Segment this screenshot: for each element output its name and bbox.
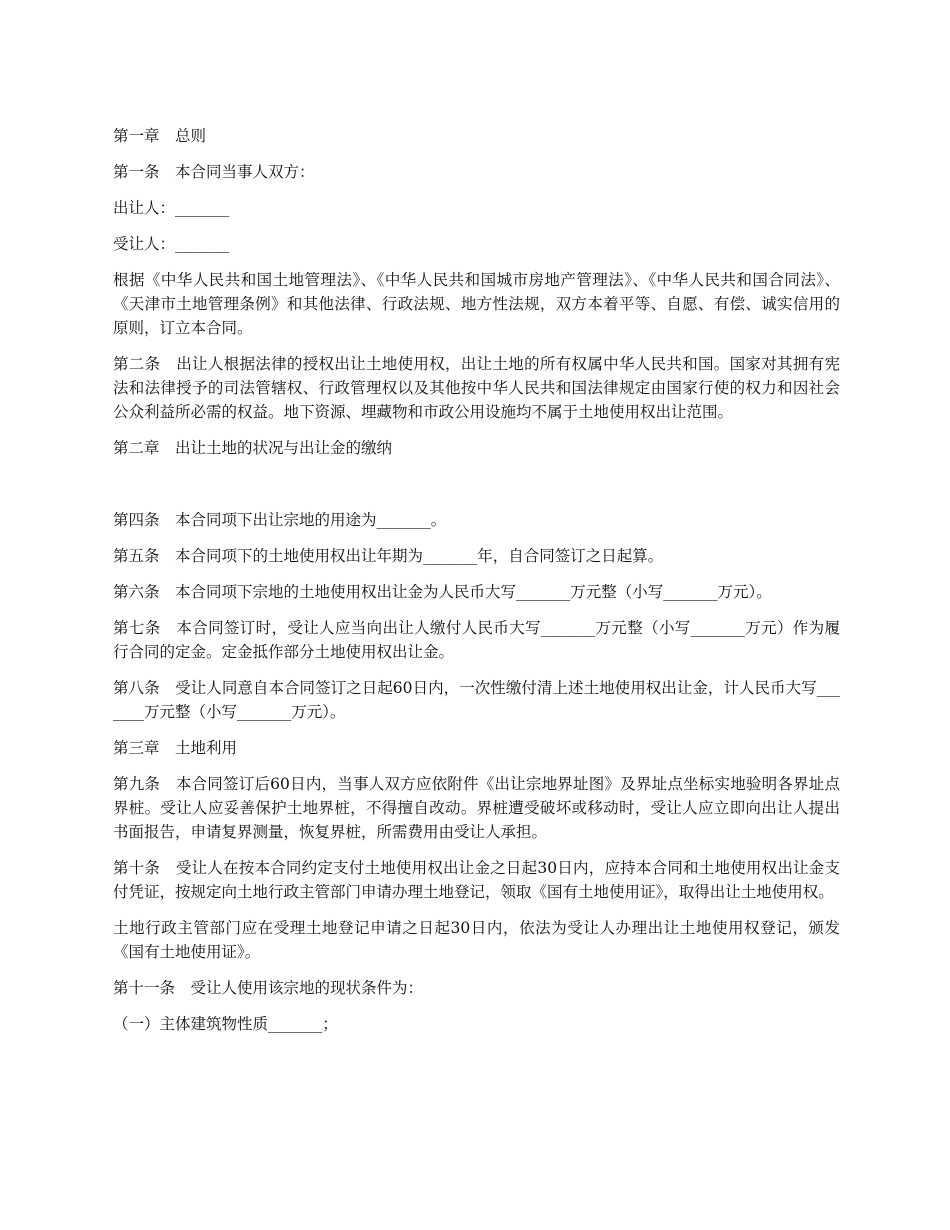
article-paragraph: 第一条 本合同当事人双方： bbox=[113, 163, 315, 181]
article-paragraph: 第四条 本合同项下出让宗地的用途为_______。 bbox=[113, 511, 447, 529]
article-paragraph: 第九条 本合同签订后60日内，当事人双方应依附件《出让宗地界址图》及界址点坐标实地验明各界址点界桩。受让人应妥善保护土地界桩，不得擅自改动。界桩遭受破坏或移动时，受让人应立即向出让人提出书面报告，申请复界测量，恢复界桩，所需费用由受让人承担。 bbox=[113, 775, 840, 841]
chapter-heading: 第三章 土地利用 bbox=[113, 739, 238, 757]
paragraph: 根据《中华人民共和国土地管理法》、《中华人民共和国城市房地产管理法》、《中华人民共和国合同法》、《天津市土地管理条例》和其他法律、行政法规、地方性法规，双方本着平等、自愿、有偿、诚实信用的原则，订立本合同。 bbox=[113, 271, 840, 337]
article-paragraph: 第七条 本合同签订时，受让人应当向出让人缴付人民币大写_______万元整（小写_______万元）作为履行合同的定金。定金抵作部分土地使用权出让金。 bbox=[113, 619, 840, 661]
chapter-heading: 第二章 出让土地的状况与出让金的缴纳 bbox=[113, 439, 393, 457]
article-paragraph: 第八条 受让人同意自本合同签订之日起60日内，一次性缴付清上述土地使用权出让金，计人民币大写_______万元整（小写_______万元）。 bbox=[113, 679, 840, 721]
article-paragraph: 第五条 本合同项下的土地使用权出让年期为_______年，自合同签订之日起算。 bbox=[113, 547, 664, 565]
paragraph: 受让人：_______ bbox=[113, 235, 230, 253]
article-paragraph: 第二条 出让人根据法律的授权出让土地使用权，出让土地的所有权属中华人民共和国。国家对其拥有宪法和法律授予的司法管辖权、行政管理权以及其他按中华人民共和国法律规定由国家行使的权力和因社会公众利益所必需的权益。地下资源、埋藏物和市政公用设施均不属于土地使用权出让范围。 bbox=[113, 355, 840, 421]
paragraph: 出让人：_______ bbox=[113, 199, 230, 217]
chapter-heading: 第一章 总则 bbox=[113, 127, 207, 145]
article-paragraph: 第十一条 受让人使用该宗地的现状条件为： bbox=[113, 979, 424, 997]
paragraph: 土地行政主管部门应在受理土地登记申请之日起30日内，依法为受让人办理出让土地使用权登记，颁发《国有土地使用证》。 bbox=[113, 919, 840, 961]
blank-gap bbox=[113, 472, 840, 508]
list-item: （一）主体建筑物性质_______； bbox=[113, 1015, 338, 1033]
article-paragraph: 第六条 本合同项下宗地的土地使用权出让金为人民币大写_______万元整（小写_______万元）。 bbox=[113, 583, 772, 601]
document-body bbox=[113, 124, 840, 1048]
article-paragraph: 第十条 受让人在按本合同约定支付土地使用权出让金之日起30日内，应持本合同和土地使用权出让金支付凭证，按规定向土地行政主管部门申请办理土地登记，领取《国有土地使用证》，取得出让土地使用权。 bbox=[113, 859, 840, 901]
